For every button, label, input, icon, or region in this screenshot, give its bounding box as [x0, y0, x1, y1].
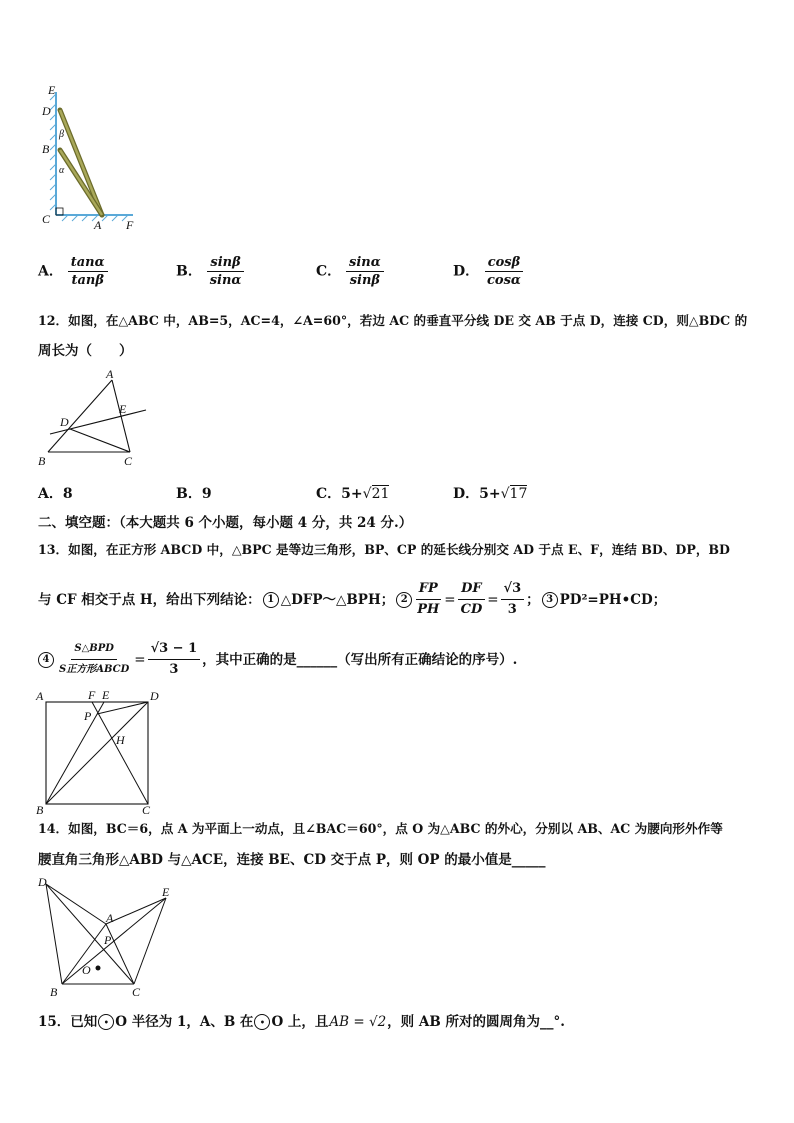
q11-label-beta: β — [59, 129, 64, 140]
q11-option-c: C． $\frac{\sin\alpha}{\sin\beta}$ — [316, 255, 384, 288]
q11-label-C: C — [42, 212, 51, 226]
q13-c3-mark: 3 — [542, 592, 558, 608]
q14-label-O: O — [82, 963, 91, 977]
q11-label-F: F — [126, 218, 134, 232]
q14-label-E: E — [162, 885, 170, 899]
q13-label-A: A — [36, 689, 44, 703]
q13-label-C: C — [142, 803, 151, 816]
q12-option-c: C．5+√21 — [316, 486, 390, 502]
q11-label-alpha: α — [59, 165, 65, 176]
q14-label-C: C — [132, 985, 141, 999]
q13-c3-text: PD²=PH•CD； — [559, 591, 667, 608]
section2-heading: 二、填空题：（本大题共 6 个小题，每小题 4 分，共 24 分.） — [38, 515, 413, 531]
q13-c1-text: △DFP～△BPH； — [280, 591, 395, 608]
q11-label-B: B — [42, 142, 50, 156]
q13-c2-mark: 2 — [396, 592, 412, 608]
q13-label-E: E — [102, 688, 110, 702]
q13-label-B: B — [36, 803, 44, 816]
q11-option-d: D． $\frac{\cos\beta}{\cos\alpha}$ — [453, 255, 524, 288]
q12-figure — [36, 368, 151, 470]
q15-line: 15．已知 • O 半径为 1，A、B 在 • O 上，且 AB = √2 ，则 AB 所对的圆周角为__°. — [38, 1014, 565, 1030]
q14-label-B: B — [50, 985, 58, 999]
q12-label-D: D — [60, 415, 69, 429]
q14-label-A: A — [106, 911, 114, 925]
q13-line3: 4 $\frac{\text{S△BPD}}{\text{S正方形ABCD}}$ = $\frac{√3 - 1}{3}$ ，其中正确的是______（写出所有正确结论的序号）. — [38, 640, 517, 679]
q12-label-A: A — [106, 368, 114, 381]
q12-option-b: B．9 — [176, 486, 212, 502]
q14-label-D: D — [38, 875, 47, 889]
q13-line2: 与 CF 相交于点 H，给出下列结论： 1 △DFP～△BPH； 2 $\frac{FP}{PH}$ = $\frac{DF}{CD}$ = $\frac{√3}{3}$ ； 3 PD²=PH•CD； — [38, 581, 667, 617]
q15-expr: AB = √2 — [329, 1014, 387, 1030]
q11-label-E: E — [48, 83, 56, 97]
q14-figure — [34, 872, 179, 1000]
q11-label-D: D — [42, 104, 51, 118]
q12-label-C: C — [124, 454, 133, 468]
q13-label-H: H — [116, 733, 125, 747]
q14-label-P: P — [104, 933, 112, 947]
q12-label-B: B — [38, 454, 46, 468]
q13-label-F: F — [88, 688, 96, 702]
q11-label-A: A — [94, 218, 102, 232]
q12-line1: 12．如图，在△ABC 中，AB=5，AC=4，∠A=60°，若边 AC 的垂直平分线 DE 交 AB 于点 D，连接 CD，则△BDC 的 — [38, 313, 748, 328]
q14-line2: 腰直角三角形△ABD 与△ACE，连接 BE、CD 交于点 P，则 OP 的最小值是_____ — [38, 852, 546, 868]
q11-option-a: A． $\frac{\tan\alpha}{\tan\beta}$ — [38, 255, 108, 288]
q14-line1: 14．如图，BC＝6，点 A 为平面上一动点，且∠BAC＝60°，点 O 为△ABC 的外心，分别以 AB、AC 为腰向形外作等 — [38, 821, 723, 836]
q13-tail: ，其中正确的是______（写出所有正确结论的序号）. — [202, 651, 518, 668]
q13-line1: 13．如图，在正方形 ABCD 中，△BPC 是等边三角形，BP、CP 的延长线分别交 AD 于点 E、F，连结 BD、DP，BD — [38, 542, 730, 557]
q13-c1-mark: 1 — [263, 592, 279, 608]
q11-figure — [38, 82, 148, 232]
q12-label-E: E — [119, 402, 127, 416]
q13-figure — [34, 686, 166, 816]
circle-dot-icon-2: • — [254, 1014, 270, 1030]
q12-option-a: A．8 — [38, 486, 73, 502]
q13-line2-pre: 与 CF 相交于点 H，给出下列结论： — [38, 591, 261, 608]
q13-label-D: D — [150, 689, 159, 703]
q12-option-d: D．5+√17 — [453, 486, 528, 502]
circle-dot-icon: • — [98, 1014, 114, 1030]
q11-option-b: B． $\frac{\sin\beta}{\sin\alpha}$ — [176, 255, 244, 288]
q13-c4-mark: 4 — [38, 652, 54, 668]
q13-label-P: P — [84, 709, 92, 723]
q12-line2: 周长为（ ） — [38, 343, 133, 359]
